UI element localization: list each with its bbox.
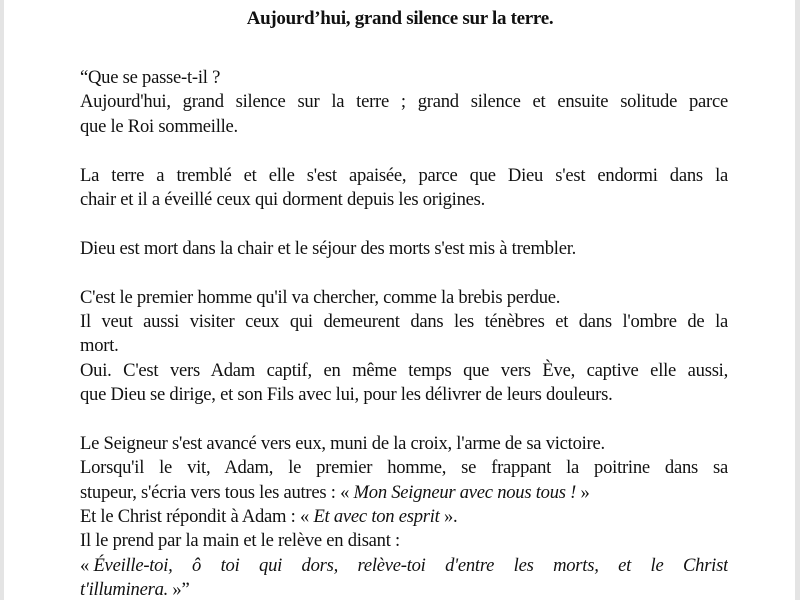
text-span: stupeur, s'écria vers tous les autres : « (80, 481, 354, 503)
text-span: »” (168, 579, 190, 601)
document-title: Aujourd’hui, grand silence sur la terre. (246, 8, 554, 29)
text-line (80, 481, 728, 505)
text-line: Lorsqu'il le vit, Adam, le premier homme, se frappant la poitrine dans sa (80, 457, 728, 479)
text-line: Aujourd'hui, grand silence sur la terre ; grand silence et ensuite solitude parce (80, 91, 728, 113)
text-line: Il le prend par la main et le relève en disant : (80, 530, 400, 552)
document-body (80, 66, 728, 603)
quote-italic: Éveille-toi, ô toi qui dors, relève-toi d'entre les morts, et le Christ (93, 554, 728, 576)
text-line: Dieu est mort dans la chair et le séjour des morts s'est mis à trembler. (80, 237, 577, 259)
text-line: Oui. C'est vers Adam captif, en même temps que vers Ève, captive elle aussi, (80, 359, 728, 381)
text-line: C'est le premier homme qu'il va chercher, comme la brebis perdue. (80, 286, 561, 308)
text-line: chair et il a éveillé ceux qui dorment depuis les origines. (80, 188, 486, 210)
quote-italic: Et avec ton esprit (313, 506, 440, 528)
text-span: » (576, 481, 590, 503)
text-line: “Que se passe-t-il ? (80, 67, 221, 88)
text-line: Il veut aussi visiter ceux qui demeurent dans les ténèbres et dans l'ombre de la (80, 310, 728, 332)
quote-italic: Mon Seigneur avec nous tous ! (353, 481, 577, 503)
text-line (80, 578, 728, 602)
text-line: mort. (80, 335, 119, 357)
text-line: que le Roi sommeille. (80, 115, 238, 137)
quote-italic: t'illuminera. (80, 579, 169, 601)
text-span: « (80, 554, 94, 576)
text-line (80, 554, 728, 578)
page-edge-left (0, 0, 4, 600)
text-span: Et le Christ répondit à Adam : « (80, 506, 314, 528)
page-edge-right (795, 0, 800, 600)
text-line (80, 505, 728, 529)
text-line: que Dieu se dirige, et son Fils avec lui, pour les délivrer de leurs douleurs. (80, 384, 613, 406)
text-line: Le Seigneur s'est avancé vers eux, muni de la croix, l'arme de sa victoire. (80, 432, 605, 454)
text-span: ». (439, 506, 458, 528)
text-line: La terre a tremblé et elle s'est apaisée, parce que Dieu s'est endormi dans la (80, 164, 728, 186)
